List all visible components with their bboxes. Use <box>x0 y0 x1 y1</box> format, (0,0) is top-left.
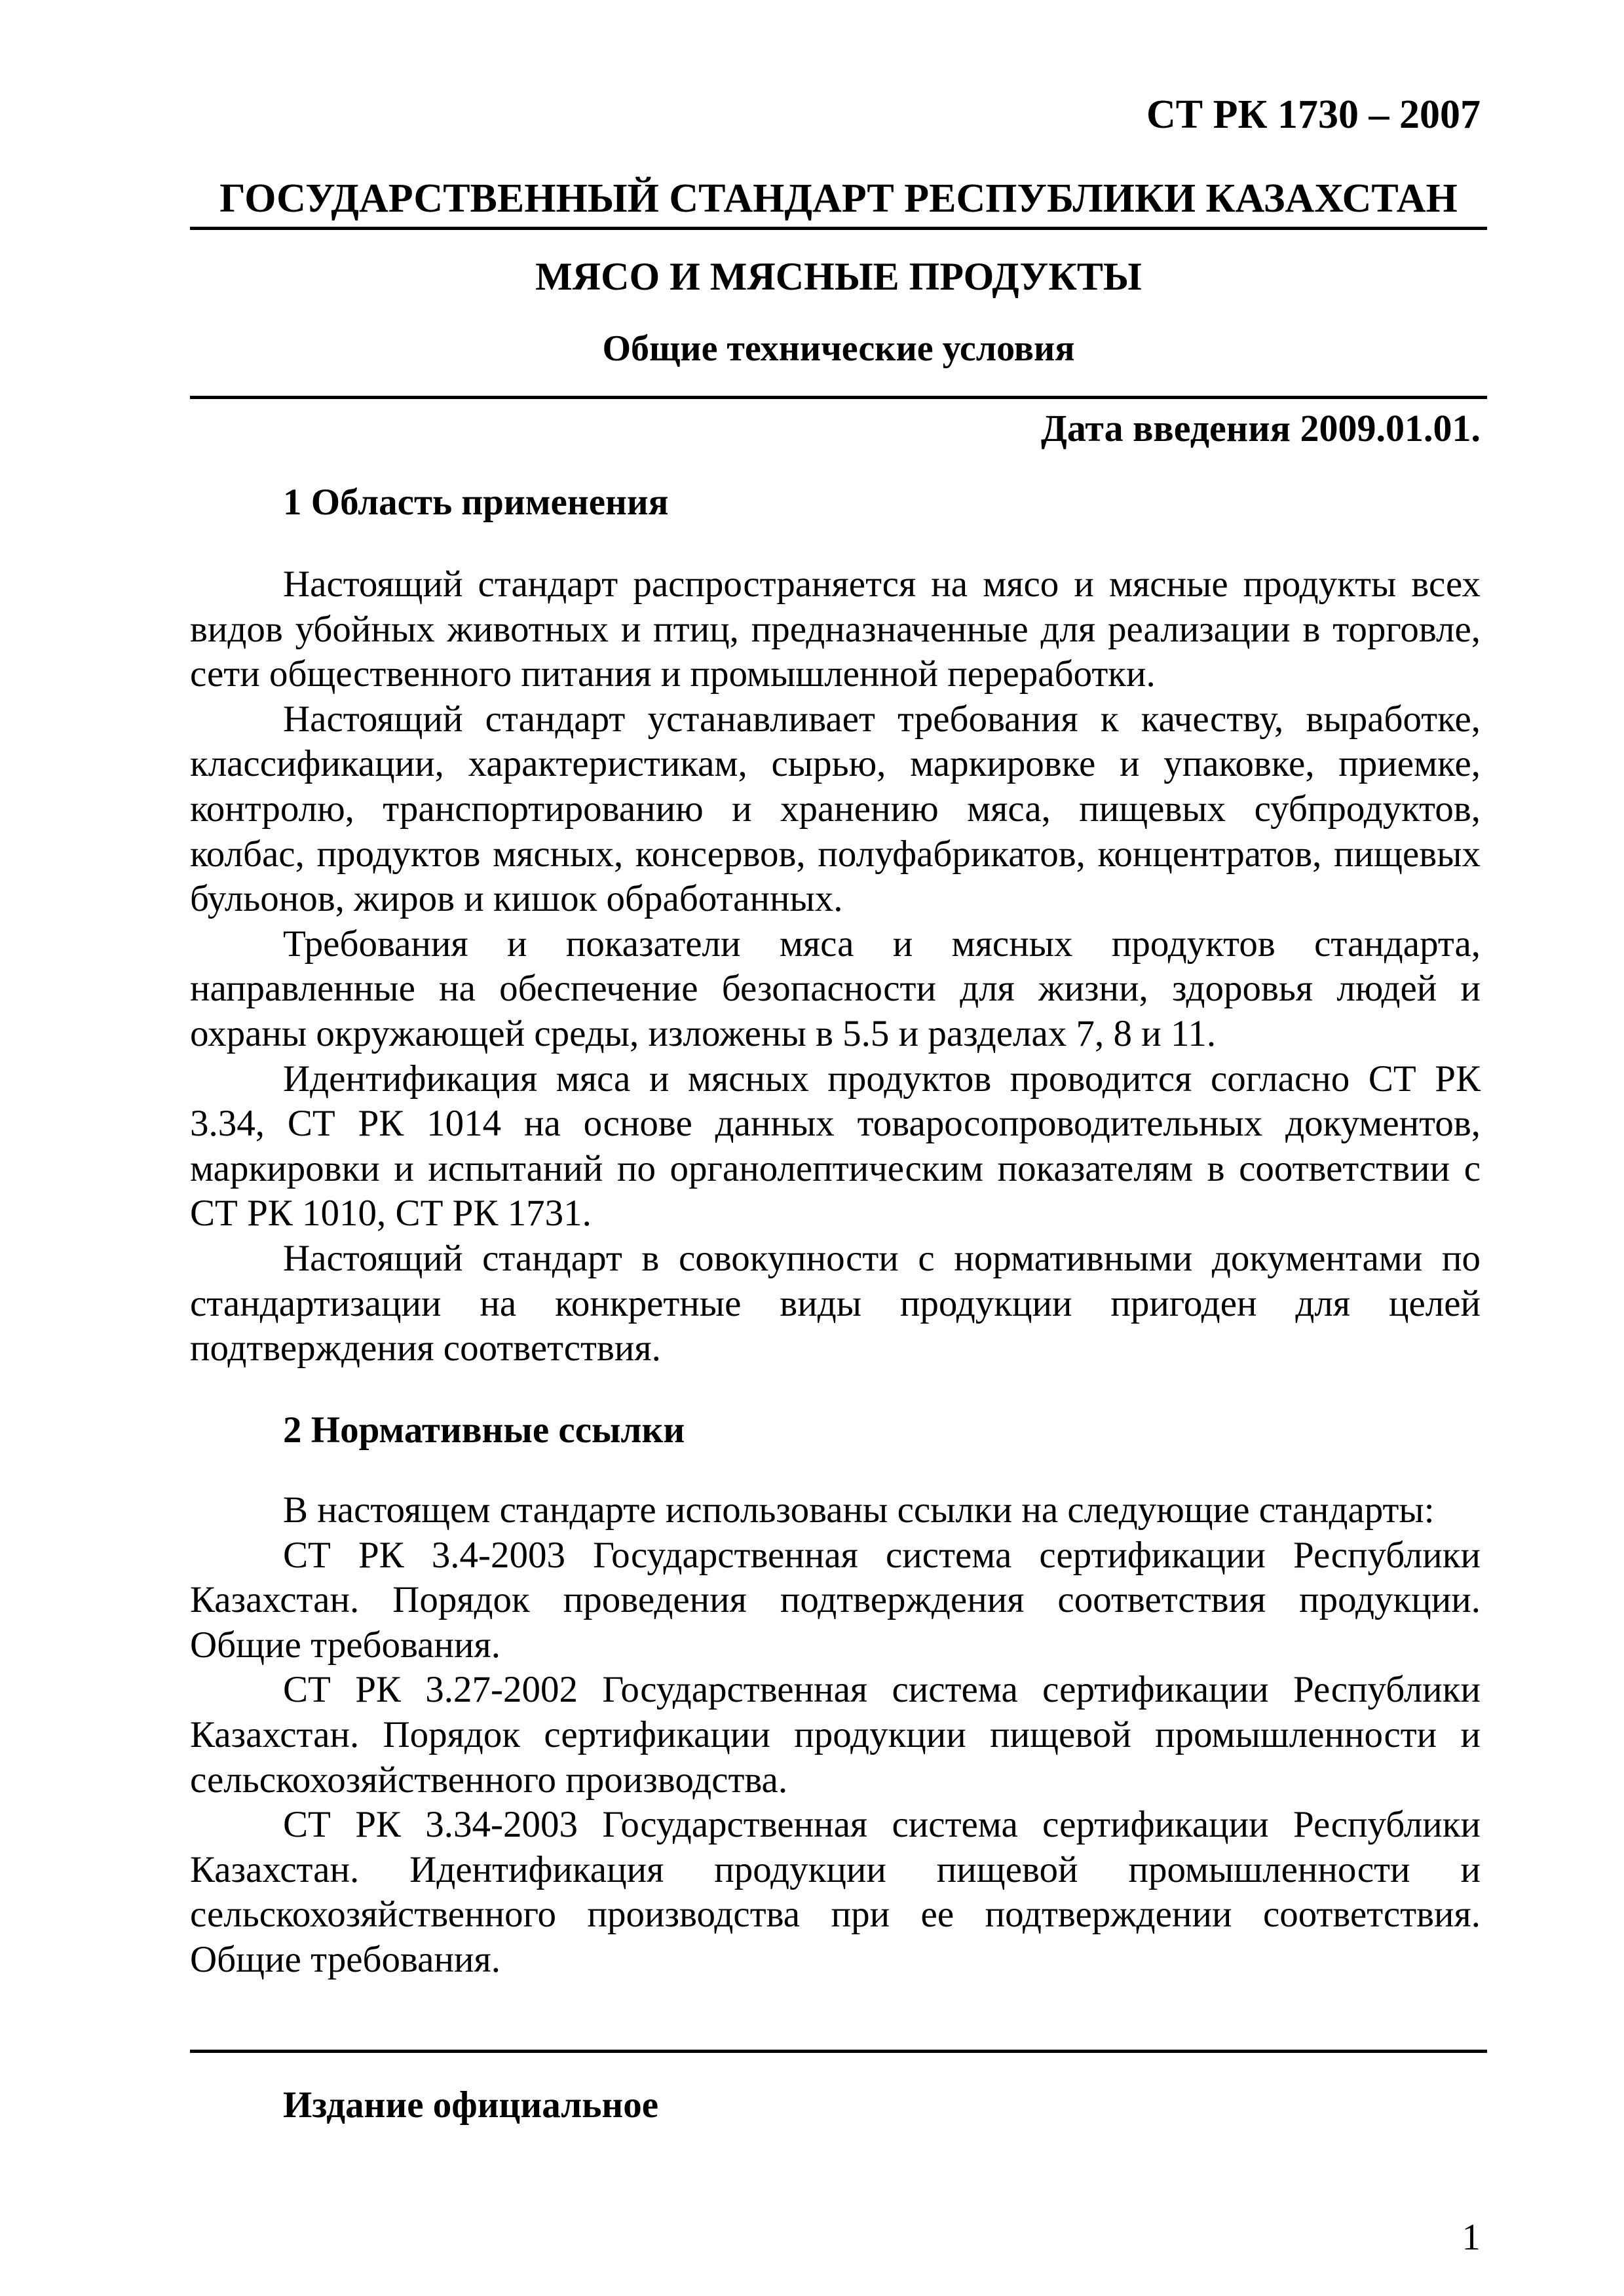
paragraph: СТ РК 3.34-2003 Государственная система сертификации Республики Казахстан. Идентификация продукции пищевой промышленности и сельскохозяйственного производства при ее подтверждении соответствия. Общие требования. <box>190 1804 1481 1980</box>
paragraph: Требования и показатели мяса и мясных продуктов стандарта, направленные на обеспечение безопасности для жизни, здоровья людей и охраны окружающей среды, изложены в 5.5 и разделах 7, 8 и 11. <box>190 923 1481 1054</box>
product-title: МЯСО И МЯСНЫЕ ПРОДУКТЫ <box>535 255 1142 298</box>
title-divider <box>190 227 1487 230</box>
document-code: СТ РК 1730 – 2007 <box>1146 92 1481 137</box>
paragraph: Настоящий стандарт в совокупности с нормативными документами по стандартизации на конкретные виды продукции пригоден для целей подтверждения соответствия. <box>190 1237 1481 1369</box>
standard-title: ГОСУДАРСТВЕННЫЙ СТАНДАРТ РЕСПУБЛИКИ КАЗАХСТАН <box>219 176 1458 221</box>
paragraph: СТ РК 3.27-2002 Государственная система сертификации Республики Казахстан. Порядок сертификации продукции пищевой промышленности и сельскохозяйственного производства. <box>190 1669 1481 1801</box>
document-subtitle: Общие технические условия <box>602 328 1075 369</box>
introduction-date: Дата введения 2009.01.01. <box>1040 407 1481 450</box>
paragraph: Идентификация мяса и мясных продуктов проводится согласно СТ РК 3.34, СТ РК 1014 на основе данных товаросопроводительных документов, маркировки и испытаний по органолептическим показателям в соответствии с СТ РК 1010, СТ РК 1731. <box>190 1058 1481 1234</box>
paragraph: Настоящий стандарт устанавливает требования к качеству, выработке, классификации, характеристикам, сырью, маркировке и упаковке, приемке, контролю, транспортированию и хранению мяса, пищевых субпродуктов, колбас, продуктов мясных, консервов, полуфабрикатов, концентратов, пищевых бульонов, жиров и кишок обработанных. <box>190 698 1481 920</box>
paragraph: В настоящем стандарте использованы ссылки на следующие стандарты: <box>283 1489 1435 1531</box>
section-1-heading: 1 Область применения <box>283 482 669 523</box>
section-2-heading: 2 Нормативные ссылки <box>283 1409 685 1451</box>
subtitle-divider <box>190 396 1487 399</box>
official-edition-label: Издание официальное <box>283 2084 659 2126</box>
section-2-body <box>190 1488 1481 1983</box>
section-1-body <box>190 562 1481 1371</box>
footer-divider <box>190 2050 1487 2053</box>
paragraph: СТ РК 3.4-2003 Государственная система сертификации Республики Казахстан. Порядок проведения подтверждения соответствия продукции. Общие требования. <box>190 1534 1481 1666</box>
paragraph: Настоящий стандарт распространяется на мясо и мясные продукты всех видов убойных животных и птиц, предназначенные для реализации в торговле, сети общественного питания и промышленной переработки. <box>190 564 1481 695</box>
page-number: 1 <box>1462 2217 1481 2258</box>
